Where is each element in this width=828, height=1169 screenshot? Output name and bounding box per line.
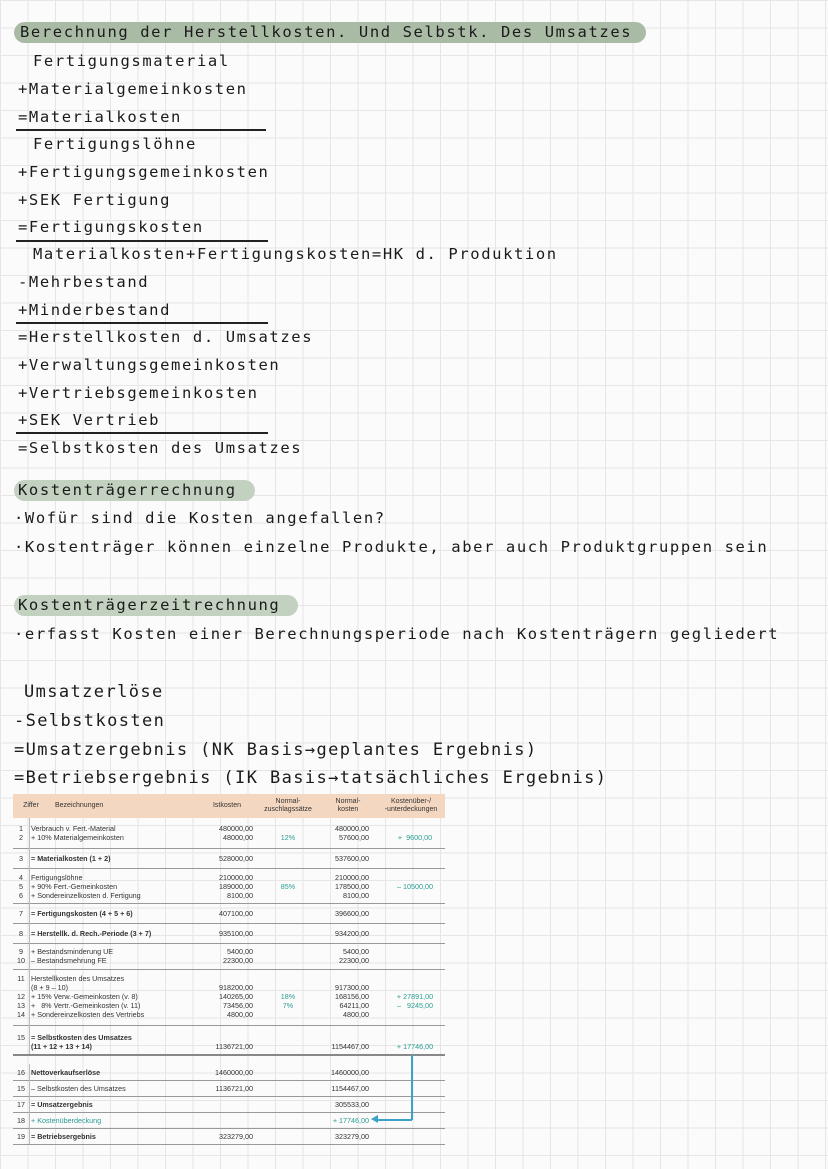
row-label: = Umsatzergebnis — [31, 1100, 93, 1109]
zuschlag-value: 18% 7% — [280, 992, 296, 1010]
bullet-line: ·erfasst Kosten einer Berechnungsperiode nach Kostenträgern gegliedert — [14, 625, 780, 643]
row-number: 15 — [17, 1084, 25, 1093]
istkosten-value: 480000,00 48000,00 — [219, 824, 253, 842]
row-label: – Selbstkosten des Umsatzes — [31, 1084, 126, 1093]
istkosten-value: 407100,00 — [219, 909, 253, 918]
row-label: + Bestandsminderung UE – Bestandsmehrung FE — [31, 947, 114, 965]
connector-line — [411, 1055, 413, 1120]
calc-line: Fertigungsmaterial — [33, 52, 230, 70]
header-bezeichnungen: Bezeichnungen — [55, 802, 104, 809]
row-label: Nettoverkaufserlöse — [31, 1068, 101, 1077]
table-row — [13, 868, 445, 904]
deckung-value: + 9600,00 — [397, 833, 433, 842]
table-row — [13, 818, 445, 849]
table-row — [13, 1128, 445, 1145]
heading-zeitrechnung: Kostenträgerzeitrechnung — [14, 595, 298, 616]
row-number: 3 — [19, 854, 23, 863]
bullet-line: ·Wofür sind die Kosten angefallen? — [14, 509, 386, 527]
normalkosten-value: 1154467,00 — [331, 1084, 369, 1093]
table-row — [13, 1112, 445, 1129]
normalkosten-value: 210000,00 178500,00 8100,00 — [335, 873, 369, 900]
calc-line: =Materialkosten — [18, 108, 182, 126]
row-number: 9 10 — [17, 947, 25, 965]
row-number: 19 — [17, 1132, 25, 1141]
deckung-value: + 27891,00 – 9245,00 — [396, 992, 434, 1010]
row-number: 4 5 6 — [19, 873, 23, 900]
normalkosten-value: + 17746,00 — [332, 1116, 369, 1125]
divider — [16, 322, 268, 324]
header-istkosten: Istkosten — [212, 802, 241, 809]
row-number: 15 — [17, 1033, 25, 1042]
header-kostenueber: Kostenüber-/ -unterdeckungen — [384, 798, 438, 813]
calc-line: +Fertigungsgemeinkosten — [18, 163, 270, 181]
table-row — [13, 1064, 445, 1081]
normalkosten-value: 917300,00 168156,00 64211,00 4800,00 — [335, 983, 369, 1019]
istkosten-value: 323279,00 — [219, 1132, 253, 1141]
normalkosten-value: 323279,00 — [335, 1132, 369, 1141]
result-line: Umsatzerlöse — [24, 682, 164, 702]
normalkosten-value: 5400,00 22300,00 — [339, 947, 369, 965]
istkosten-value: 935100,00 — [219, 929, 253, 938]
divider — [16, 240, 268, 242]
normalkosten-value: 1154467,00 — [331, 1042, 369, 1051]
row-label: Herstellkosten des Umsatzes (8 + 9 – 10) + 15% Verw.-Gemeinkosten (v. 8) + 8% Vertr.-Gemeinkosten (v. 11) + Sondereinzelkosten des Vertriebs — [31, 974, 145, 1019]
istkosten-value: 210000,00 189000,00 8100,00 — [219, 873, 253, 900]
zuschlag-value: 85% — [280, 882, 296, 891]
istkosten-value: 5400,00 22300,00 — [223, 947, 253, 965]
result-line: =Umsatzergebnis (NK Basis→geplantes Ergebnis) — [14, 740, 538, 760]
result-line: -Selbstkosten — [14, 711, 166, 731]
table-row — [13, 848, 445, 869]
row-label: = Fertigungskosten (4 + 5 + 6) — [31, 909, 133, 918]
istkosten-value: 528000,00 — [219, 854, 253, 863]
row-number: 1 2 — [19, 824, 23, 842]
calc-line: =Herstellkosten d. Umsatzes — [18, 328, 314, 346]
table-row — [13, 1096, 445, 1113]
header-ziffer: Ziffer — [23, 802, 39, 809]
table-row — [13, 1080, 445, 1097]
table-header — [13, 794, 445, 818]
row-label: = Herstellk. d. Rech.-Periode (3 + 7) — [31, 929, 152, 938]
result-line: =Betriebsergebnis (IK Basis→tatsächliches Ergebnis) — [14, 768, 608, 788]
normalkosten-value: 305533,00 — [335, 1100, 369, 1109]
normalkosten-value: 480000,00 57600,00 — [335, 824, 369, 842]
heading-kostentraeger: Kostenträgerrechnung — [14, 480, 255, 501]
zuschlag-value: 12% — [280, 833, 296, 842]
row-number: 17 — [17, 1100, 25, 1109]
divider — [16, 129, 266, 131]
row-number: 18 — [17, 1116, 25, 1125]
table-row — [13, 923, 445, 944]
row-number: 11 12 13 14 — [17, 974, 25, 1019]
divider — [16, 432, 268, 434]
table-divider — [13, 1054, 445, 1056]
table-row — [13, 943, 445, 970]
table-row — [13, 903, 445, 924]
deckung-value: + 17746,00 — [396, 1042, 434, 1051]
table-row — [13, 969, 445, 1026]
row-label: Fertigungslöhne + 90% Fert.-Gemeinkosten + Sondereinzelkosten d. Fertigung — [31, 873, 141, 900]
row-number: 8 — [19, 929, 23, 938]
section-heading — [14, 596, 298, 614]
normalkosten-value: 396600,00 — [335, 909, 369, 918]
istkosten-value: 1460000,00 — [215, 1068, 253, 1077]
calc-line: +SEK Fertigung — [18, 191, 172, 209]
row-label: + Kostenüberdeckung — [31, 1116, 102, 1125]
istkosten-value: 918200,00 140265,00 73456,00 4800,00 — [219, 983, 253, 1019]
section-heading — [14, 23, 646, 41]
arrow-head-icon — [371, 1115, 378, 1123]
calc-line: -Mehrbestand — [18, 273, 150, 291]
header-zuschlagssaetze: Normal- zuschlagssätze — [264, 798, 312, 813]
column-separator — [29, 818, 30, 1054]
row-label: Verbrauch v. Fert.-Material + 10% Materialgemeinkosten — [31, 824, 124, 842]
calc-line: =Selbstkosten des Umsatzes — [18, 439, 303, 457]
normalkosten-value: 934200,00 — [335, 929, 369, 938]
calc-line: =Fertigungskosten — [18, 218, 204, 236]
deckung-value: – 10500,00 — [397, 882, 433, 891]
column-separator — [29, 1064, 30, 1144]
calc-line: +SEK Vertrieb — [18, 411, 161, 429]
row-label: = Betriebsergebnis — [31, 1132, 96, 1141]
calc-line: Materialkosten+Fertigungskosten=HK d. Produktion — [33, 245, 558, 263]
table-row — [13, 1025, 445, 1055]
calc-line: +Minderbestand — [18, 301, 172, 319]
calc-line: Fertigungslöhne — [33, 135, 197, 153]
row-label: = Materialkosten (1 + 2) — [31, 854, 111, 863]
connector-line — [377, 1119, 412, 1121]
calc-line: +Materialgemeinkosten — [18, 80, 248, 98]
bullet-line: ·Kostenträger können einzelne Produkte, aber auch Produktgruppen sein — [14, 538, 769, 556]
istkosten-value: 1136721,00 — [215, 1042, 253, 1051]
row-number: 16 — [17, 1068, 25, 1077]
calc-line: +Verwaltungsgemeinkosten — [18, 356, 281, 374]
header-normalkosten: Normal- kosten — [335, 798, 361, 813]
row-number: 7 — [19, 909, 23, 918]
normalkosten-value: 537600,00 — [335, 854, 369, 863]
istkosten-value: 1136721,00 — [215, 1084, 253, 1093]
calc-line: +Vertriebsgemeinkosten — [18, 384, 259, 402]
normalkosten-value: 1460000,00 — [331, 1068, 369, 1077]
section-heading — [14, 481, 255, 499]
row-label: = Selbstkosten des Umsatzes (11 + 12 + 13 + 14) — [31, 1033, 132, 1051]
heading-calc: Berechnung der Herstellkosten. Und Selbstk. Des Umsatzes — [14, 22, 646, 43]
